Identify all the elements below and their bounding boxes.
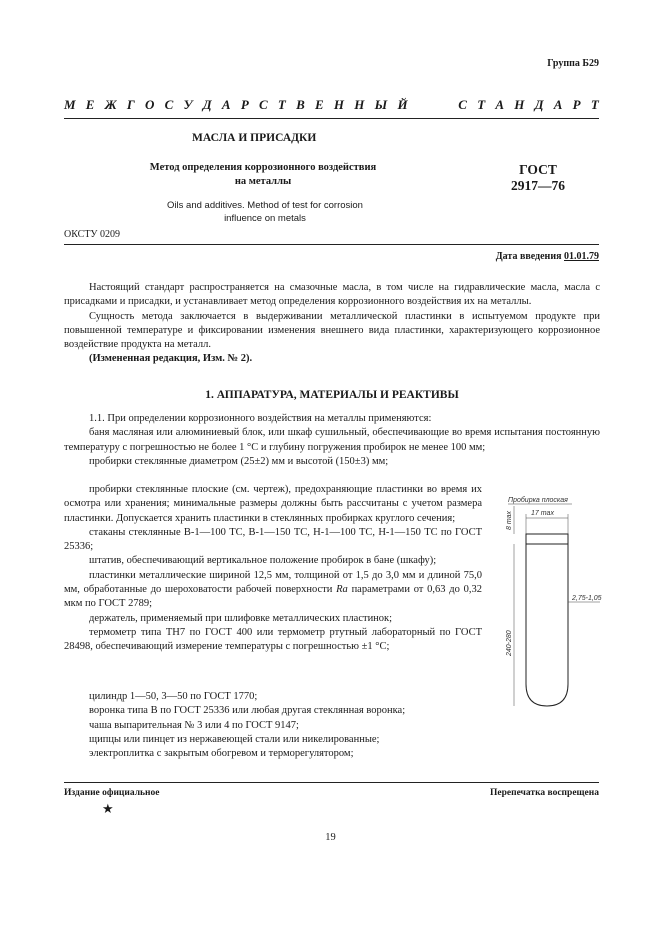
banner-letter: А [495, 97, 505, 112]
banner-letter: С [164, 97, 174, 112]
english-title-line2: influence on metals [224, 213, 306, 225]
banner-letter: Ы [374, 97, 388, 112]
clause-paragraph: 1.1. При определении коррозионного воздействия на металлы применяются: [89, 413, 432, 424]
gost-code: 2917—76 [511, 177, 565, 193]
list-item-text: пластинки металлические шириной 12,5 мм, толщиной от 1,5 до 3,0 мм и длиной 75,0 мм, обработанные до шероховатости рабочей поверхности [64, 569, 482, 596]
reprint-prohibited-note: Перепечатка воспрещена [489, 788, 599, 798]
gost-number [495, 162, 581, 193]
banner-letter: А [553, 97, 563, 112]
banner-letter: М [64, 97, 76, 112]
english-title-line1: Oils and additives. Method of test for corrosion [167, 200, 363, 211]
official-edition-note: Издание официальное [64, 788, 160, 798]
header-rule [64, 118, 599, 119]
banner-letter: В [296, 97, 305, 112]
banner-letter [431, 97, 434, 113]
banner-letter: Н [514, 97, 525, 112]
banner-letter: Ж [104, 97, 117, 112]
banner-letter: Й [397, 97, 408, 112]
intro-paragraph: Настоящий стандарт распространяется на смазочные масла, в том числе на гидравлические масла, масла с присадками и присадки, и устанавливает метод определения коррозионного воздействия их на металлы. [64, 282, 600, 308]
banner-letter: Н [333, 97, 345, 112]
group-code: Группа Б29 [547, 58, 599, 69]
banner-letter: Г [126, 97, 135, 112]
dim-thickness-label: 2,75-1,05 [572, 595, 602, 602]
drawing-caption: Пробирка плоская [508, 497, 568, 504]
list-item: держатель, применяемый при шлифовке металлических пластинок; [89, 612, 393, 624]
banner-letter: Е [85, 97, 95, 112]
banner-letter: Т [277, 97, 286, 112]
list-item: электроплитка с закрытым обогревом и терморегулятором; [89, 748, 354, 760]
dim-length-label: 240-280 [506, 630, 513, 656]
banner-letter: У [183, 97, 193, 112]
list-item [64, 569, 482, 612]
tube-body [526, 544, 568, 706]
dim-top-label: 8 max [506, 510, 513, 530]
english-title [130, 199, 400, 226]
effective-date-value: 01.01.79 [564, 251, 599, 262]
oksty-rule [64, 244, 599, 245]
standard-banner [64, 97, 599, 113]
banner-letter: Р [240, 97, 249, 112]
document-title: МАСЛА И ПРИСАДКИ [192, 132, 317, 144]
roughness-symbol: Ra [336, 584, 348, 596]
method-title-line1: Метод определения коррозионного воздействия [149, 162, 377, 173]
list-item: щипцы или пинцет из нержавеющей стали или никелированные; [89, 733, 380, 745]
footer-rule [64, 782, 599, 783]
gost-label: ГОСТ [519, 162, 557, 177]
banner-letter: Д [534, 97, 544, 112]
list-item: пробирки стеклянные диаметром (25±2) мм и высотой (150±3) мм; [89, 455, 389, 467]
dim-width-label: 17 max [531, 510, 554, 517]
flat-test-tube-drawing [494, 494, 604, 712]
effective-date [496, 251, 599, 262]
banner-letter: Т [477, 97, 486, 112]
intro-paragraph: Сущность метода заключается в выдерживании металлической пластинки в испытуемом продукте при повышенной температуре и фиксировании изменения внешнего вида пластинки, характеризующего коррозионное воздействие продукта на металл. [64, 310, 600, 351]
list-item: баня масляная или алюминиевый блок, или шкаф сушильный, обеспечивающие во время испытания постоянную температуру с погрешностью не более 1 °С и глубину погружения пробирок не менее 100 мм; [64, 427, 600, 453]
banner-letter: Т [590, 97, 599, 112]
list-item: чаша выпарительная № 3 или 4 по ГОСТ 9147; [89, 719, 299, 731]
amendment-note: (Измененная редакция, Изм. № 2). [89, 353, 253, 365]
banner-letter: С [259, 97, 268, 112]
banner-letter: О [144, 97, 155, 112]
banner-letter [418, 97, 421, 113]
banner-letter: Н [354, 97, 365, 112]
banner-letter: Д [202, 97, 212, 112]
method-title-line2: на металлы [234, 176, 292, 188]
list-item: цилиндр 1—50, 3—50 по ГОСТ 1770; [89, 691, 258, 702]
banner-letter: С [458, 97, 467, 112]
list-item: штатив, обеспечивающий вертикальное положение пробирок в бане (шкафу); [89, 555, 437, 567]
method-title [128, 161, 398, 189]
banner-letter [445, 97, 448, 113]
oksty-code: ОКСТУ 0209 [64, 229, 121, 240]
star-icon: ★ [102, 801, 114, 816]
page-number: 19 [325, 832, 336, 843]
banner-letter: А [221, 97, 231, 112]
intro-text [64, 281, 600, 367]
section-text-narrow [64, 483, 482, 655]
list-item: воронка типа В по ГОСТ 25336 или любая другая стеклянная воронка; [89, 705, 406, 717]
list-item: термометр типа ТН7 по ГОСТ 400 или термометр ртутный лабораторный по ГОСТ 28498, обеспечивающий измерение температуры с погрешностью ±1 °С; [64, 626, 482, 653]
effective-date-label: Дата введения [495, 251, 562, 262]
banner-letter: Р [572, 97, 581, 112]
list-item: стаканы стеклянные В-1—100 ТС, В-1—150 ТС, Н-1—100 ТС, Н-1—150 ТС по ГОСТ 25336; [64, 526, 482, 553]
tube-rim [526, 534, 568, 544]
banner-letter: Е [315, 97, 324, 112]
list-item-text: параметрами от 0,63 до 0,32 мкм по ГОСТ 2789; [64, 584, 482, 610]
list-item: пробирки стеклянные плоские (см. чертеж), предохраняющие пластинки во время их осмотра или хранения; минимальные размеры должны быть рассчитаны с учетом размера пластинки. Допускается хранить пластинки в стеклянных пробирках круглого сечения; [64, 484, 482, 524]
section-text-full [64, 412, 600, 469]
section-title: 1. АППАРАТУРА, МАТЕРИАЛЫ И РЕАКТИВЫ [205, 389, 459, 401]
